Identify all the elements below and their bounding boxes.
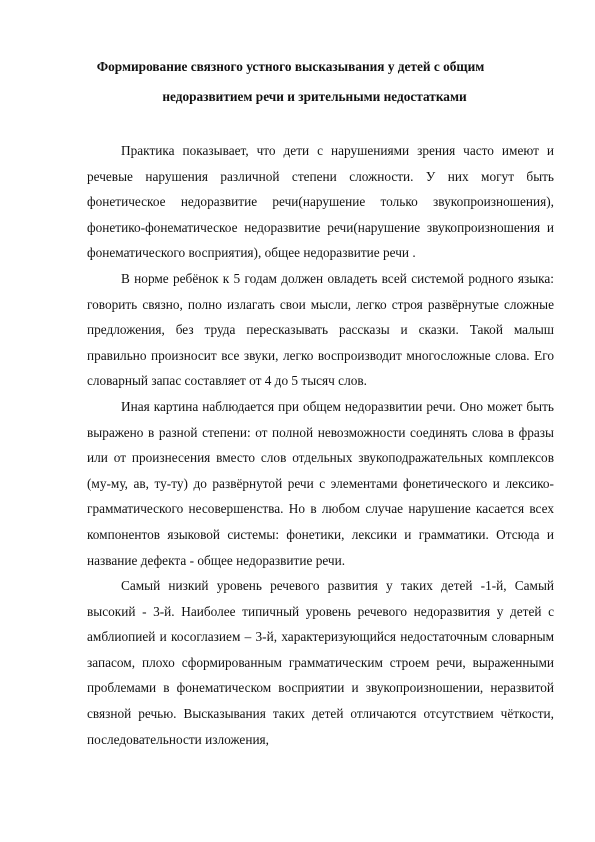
title-line-1: Формирование связного устного высказывания у детей с общим <box>96 59 485 74</box>
paragraph-1: Практика показывает, что дети с нарушениями зрения часто имеют и речевые нарушения различной степени сложности. У них могут быть фонетическое недоразвитие речи(нарушение только звукопроизношения), фонетико-фонематическое недоразвитие речи(нарушение звукопроизношения и фонематического восприятия), общее недоразвитие речи . <box>87 143 554 261</box>
body-text <box>87 138 554 752</box>
paragraph-2: В норме ребёнок к 5 годам должен овладеть всей системой родного языка: говорить связно, полно излагать свои мысли, легко строя развёрнутые сложные предложения, без труда пересказывать рассказы и сказки. Такой малыш правильно произносит все звуки, легко воспроизводит многосложные слова. Его словарный запас составляет от 4 до 5 тысяч слов. <box>87 270 554 389</box>
paragraph-4: Самый низкий уровень речевого развития у таких детей -1-й, Самый высокий - 3-й. Наиболее типичный уровень речевого недоразвития у детей с амблиопией и косоглазием – 3-й, характеризующийся недостаточным словарным запасом, плохо сформированным грамматическим строем речи, выраженными проблемами в фонематическом восприятии и звукопроизношении, неразвитой связной речью. Высказывания таких детей отличаются отсутствием чёткости, последовательности изложения, <box>87 578 554 747</box>
title-line-2: недоразвитием речи и зрительными недостатками <box>162 89 467 104</box>
paragraph-3: Иная картина наблюдается при общем недоразвитии речи. Оно может быть выражено в разной степени: от полной невозможности соединять слова в фразы или от произнесения вместо слов отдельных звукоподражательных комплексов (му-му, ав, ту-ту) до развёрнутой речи с элементами фонетического и лексико-грамматического несовершенства. Но в любом случае нарушение касается всех компонентов языковой системы: фонетики, лексики и грамматики. Отсюда и название дефекта - общее недоразвитие речи. <box>87 398 554 568</box>
